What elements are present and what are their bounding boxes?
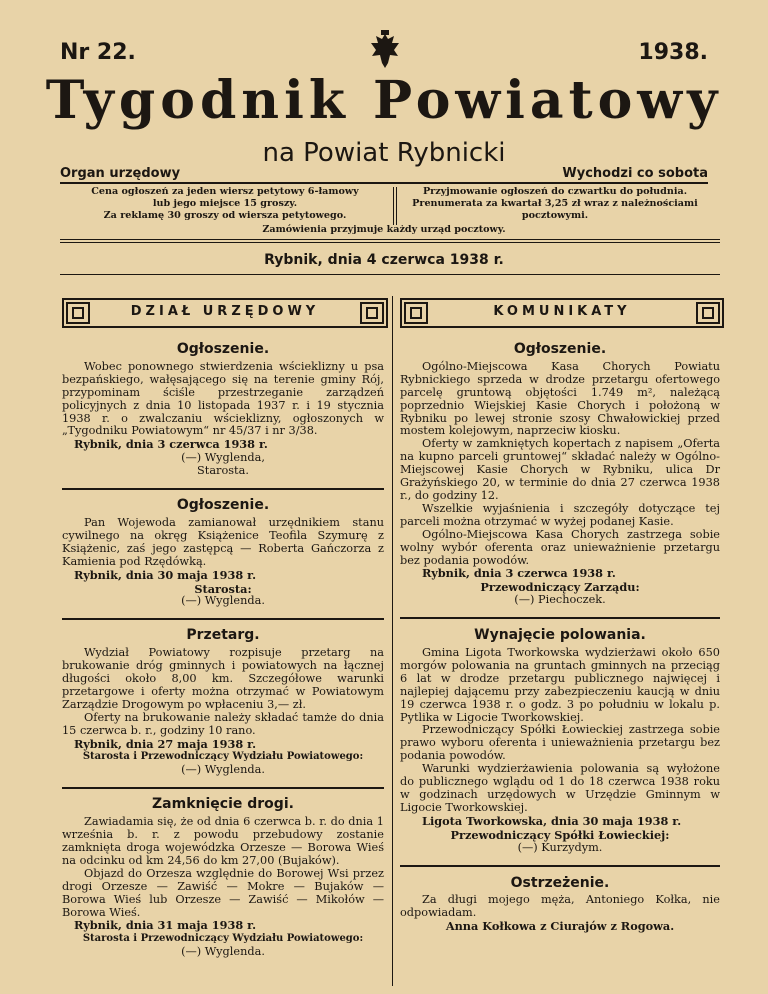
banner-label: DZIAŁ URZĘDOWY	[130, 304, 320, 319]
issue-number: Nr 22.	[60, 40, 136, 65]
dateline: Rybnik, dnia 4 czerwca 1938 r.	[264, 252, 504, 268]
article-body: Zawiadamia się, że od dnia 6 czerwca b. r. do dnia 1 września b. r. z powodu przebudowy zostanie zamknięta droga wojewódzka Orzesze — Borowa Wieś na odcinku od km 24,56 do km 27,00 (Bujaków).	[62, 815, 384, 867]
date-text: Rybnik, dnia 27 maja 1938 r.	[74, 736, 256, 751]
schedule-label: Wychodzi co sobota	[562, 166, 708, 181]
signature: Przewodniczący Spółki Łowieckiej:	[450, 827, 670, 842]
signature: (—) Wyglenda.	[181, 594, 265, 608]
price-line: lub jego miejsce 15 groszy.	[152, 198, 298, 209]
signature: (—) Piechoczek.	[514, 593, 606, 607]
signature: Przewodniczący Zarządu:	[480, 580, 640, 595]
subs-line: Przyjmowanie ogłoszeń do czwartku do południa.	[422, 186, 688, 197]
dateline-rule-top	[60, 242, 720, 243]
column-divider	[392, 296, 393, 986]
subs-line: pocztowymi.	[521, 210, 589, 221]
price-info	[60, 186, 390, 222]
signature: (—) Kurzydym.	[517, 840, 603, 854]
right-column	[400, 343, 720, 933]
banner-ornament-icon	[360, 302, 384, 324]
article-date	[62, 438, 384, 452]
left-column	[62, 343, 384, 959]
article-date	[62, 919, 384, 933]
newspaper-title: Tygodnik Powiatowy	[45, 70, 723, 131]
signature: (—) Wyglenda.	[181, 945, 265, 959]
article-body: Ogólno-Miejscowa Kasa Chorych zastrzega sobie wolny wybór oferenta oraz unieważnienie przetargu bez podania powodów.	[400, 527, 720, 567]
article-date	[62, 738, 384, 752]
article-body: Przewodniczący Spółki Łowieckiej zastrzega sobie prawo wyboru oferenta i unieważnienia przetargu bez podania powodów.	[400, 723, 720, 763]
signature: (—) Wyglenda,	[181, 451, 265, 465]
article-rule	[62, 488, 384, 490]
article-body: Oferty w zamkniętych kopertach z napisem „Oferta na kupno parceli gruntowej“ składać należy w Ogólno-Miejscowej Kasie Chorych w Rybniku, ulica Dr Grażyńskiego 20, w terminie do dnia 27 czerwca 1938 r., do godziny 12.	[400, 437, 720, 502]
date-text: Ligota Tworkowska, dnia 30 maja 1938 r.	[422, 813, 682, 828]
date-text: Rybnik, dnia 3 czerwca 1938 r.	[74, 437, 268, 452]
signature: Starosta i Przewodniczący Wydziału Powiatowego:	[82, 751, 364, 763]
article-date	[400, 567, 720, 581]
date-text: Rybnik, dnia 30 maja 1938 r.	[74, 567, 256, 582]
article-rule	[400, 617, 720, 619]
eagle-emblem	[368, 30, 402, 72]
signature: Starosta:	[194, 581, 252, 596]
masthead-divider	[393, 187, 394, 225]
signature: Starosta.	[197, 464, 249, 478]
article-body: Gmina Ligota Tworkowska wydzierżawi około 650 morgów polowania na gruntach gminnych na przeciąg 6 lat w drodze przetargu publicznego najwięcej i najlepiej dającemu przy zabezpieczeniu kaucją w dniu 19 czerwca 1938 r. o godz. 3 po południu w lokalu p. Pytlika w Ligocie Tworkowskiej.	[400, 646, 720, 724]
newspaper-subtitle: na Powiat Rybnicki	[262, 138, 506, 168]
article-date	[400, 815, 720, 829]
article-body: Wszelkie wyjaśnienia i szczegóły dotyczące tej parceli można otrzymać w wyżej podanej Kasie.	[400, 501, 720, 528]
signature: (—) Wyglenda.	[181, 763, 265, 777]
article-heading: Wynajęcie polowania.	[474, 627, 646, 644]
article-date	[62, 569, 384, 583]
section-banner-communiques	[400, 298, 724, 328]
banner-ornament-icon	[696, 302, 720, 324]
price-line: Za reklamę 30 groszy od wiersza petytowego.	[103, 210, 347, 221]
masthead-divider	[396, 187, 397, 225]
article-body: Wydział Powiatowy rozpisuje przetarg na brukowanie dróg gminnych i powiatowych na łącznej długości około 8,00 km. Szczegółowe warunki przetargowe i oferty można otrzymać w Powiatowym Zarządzie Drogowym po wpłaceniu 3,— zł.	[62, 646, 384, 711]
article-heading: Zamknięcie drogi.	[152, 796, 294, 813]
banner-label: KOMUNIKATY	[493, 304, 631, 319]
article-heading: Ostrzeżenie.	[510, 874, 610, 891]
article-heading: Ogłoszenie.	[513, 341, 607, 357]
subs-line: Prenumerata za kwartał 3,25 zł wraz z należnościami	[412, 198, 698, 209]
date-text: Rybnik, dnia 3 czerwca 1938 r.	[422, 566, 616, 581]
issue-year: 1938.	[638, 40, 708, 65]
article-heading: Ogłoszenie.	[176, 497, 270, 514]
signature: Starosta i Przewodniczący Wydziału Powiatowego:	[82, 933, 364, 945]
dateline-rule-top	[60, 239, 720, 240]
article-body: Objazd do Orzesza względnie do Borowej Wsi przez drogi Orzesze — Zawiść — Mokre — Bujaków — Borowa Wieś lub Orzesze — Zawiść — Mikołów — Borowa Wieś.	[62, 866, 384, 919]
date-text: Rybnik, dnia 31 maja 1938 r.	[74, 918, 256, 933]
article-heading: Ogłoszenie.	[176, 341, 270, 357]
masthead-rule	[60, 182, 708, 184]
article-body: Pan Wojewoda zamianował urzędnikiem stanu cywilnego na okręg Książenice Teofila Szymurę z Książenic, zaś jego zastępcą — Roberta Gańczorza z Kamienia pod Rzędówką.	[62, 515, 384, 568]
organ-label: Organ urzędowy	[60, 166, 181, 181]
subscription-info	[400, 186, 710, 222]
article-heading: Przetarg.	[186, 627, 260, 644]
article-body: Ogólno-Miejscowa Kasa Chorych Powiatu Rybnickiego sprzeda w drodze przetargu ofertowego parcelę gruntową objętości 1.749 m², należącą poprzednio Wiejskiej Kasie Chorych i położoną w Rybniku po lewej stronie szosy Chwałowickiej przed mostem kolejowym, naprzeciw kiosku.	[400, 359, 720, 438]
article-body: Warunki wydzierżawienia polowania są wyłożone do publicznego wglądu od 1 do 18 czerwca 1938 roku w godzinach urzędowych w Urzędzie Gminnym w Ligocie Tworkowskiej.	[400, 762, 720, 814]
price-line: Cena ogłoszeń za jeden wiersz petytowy 6-łamowy	[91, 186, 359, 197]
article-rule	[62, 618, 384, 620]
signature: Anna Kołkowa z Ciurajów z Rogowa.	[445, 919, 675, 934]
article-body: Za długi mojego męża, Antoniego Kołka, nie odpowiadam.	[400, 893, 720, 920]
article-body: Wobec ponownego stwierdzenia wścieklizny u psa bezpańskiego, wałęsającego się na terenie gminy Rój, przypominam ściśle przestrzeganie zarządzeń policyjnych z dnia 10 listopada 1937 r. i 19 stycznia 1938 r. o zwalczaniu wścieklizny, ogłoszonych w „Tygodniku Powiatowym“ nr 45/37 i nr 3/38.	[62, 359, 384, 438]
article-rule	[400, 865, 720, 867]
orders-info: Zamówienia przyjmuje każdy urząd pocztowy.	[262, 224, 506, 235]
dateline-rule-bottom	[60, 274, 720, 275]
article-rule	[62, 787, 384, 789]
section-banner-official	[62, 298, 388, 328]
article-body: Oferty na brukowanie należy składać tamże do dnia 15 czerwca b. r., godziny 10 rano.	[62, 710, 384, 737]
